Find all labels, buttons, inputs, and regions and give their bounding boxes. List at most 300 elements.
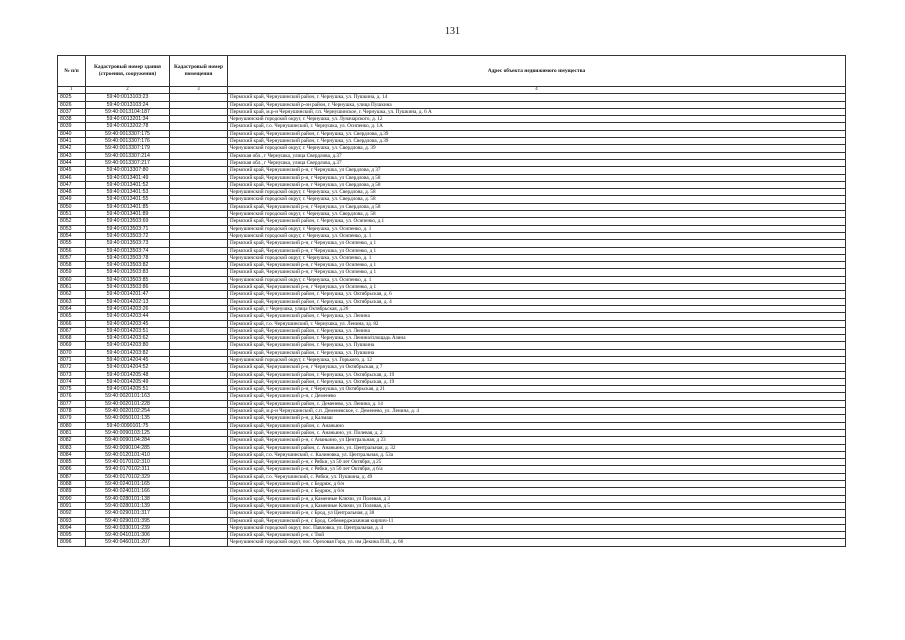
row-number-cell: 8082 [58, 437, 86, 444]
table-row [58, 247, 846, 254]
row-number-cell: 8037 [58, 108, 86, 115]
cadastral-number-cell: 59:40:0460101:207 [86, 539, 170, 546]
row-number-cell: 8086 [58, 466, 86, 473]
header-address: Адрес объекта недвижимого имущества [228, 56, 846, 87]
row-number-cell: 8072 [58, 364, 86, 371]
row-number-cell: 8092 [58, 510, 86, 517]
table-row [58, 451, 846, 458]
row-number-cell: 8025 [58, 94, 86, 101]
address-cell: Пермский край, Чернушинский район, г. Чернушка, ул. Октябрьская, д. 19 [228, 371, 846, 378]
room-number-cell [170, 262, 228, 269]
table-row [58, 473, 846, 480]
address-cell: Пермский край, Чернушинский район, г. Чернушка, ул. Ленина/площадь Азина [228, 335, 846, 342]
address-cell: Пермский край, м.р-н Чернушинский, с.п. Деменевское, с. Деменево, ул. Ленина, д. 4 [228, 408, 846, 415]
table-row [58, 159, 846, 166]
address-cell: Чернушинский городской округ, пос. Павловка, ул. Центральная, д. 4 [228, 524, 846, 531]
table-body [58, 94, 846, 546]
table-row [58, 393, 846, 400]
cadastral-number-cell: 59:40:0013503:82 [86, 262, 170, 269]
address-cell: Пермский край, Чернушинский р-н, с Брод, ул Центральная, д 38 [228, 510, 846, 517]
row-number-cell: 8066 [58, 320, 86, 327]
address-cell: Чернушинский городской округ, г. Чернушка, ул. Луначарского, д. 12 [228, 116, 846, 123]
address-cell: Пермский край, г Чернушка, улица Октябрьская, д.26 [228, 305, 846, 312]
room-number-cell [170, 218, 228, 225]
table-row [58, 437, 846, 444]
row-number-cell: 8049 [58, 196, 86, 203]
table-row [58, 203, 846, 210]
table-row [58, 510, 846, 517]
table-row [58, 211, 846, 218]
table-row [58, 364, 846, 371]
row-number-cell: 8075 [58, 386, 86, 393]
row-number-cell: 8055 [58, 240, 86, 247]
table-row [58, 284, 846, 291]
cadastral-number-cell: 59:40:0013103:23 [86, 94, 170, 101]
room-number-cell [170, 408, 228, 415]
address-cell: Пермский край, Чернушинский р-н, с Брод, Себемерджазачная кирпич-11 [228, 517, 846, 524]
address-cell: Пермский край, г.о. Чернушинский, с. Калиновка, ул. Центральная, д. 53а [228, 451, 846, 458]
table-row [58, 408, 846, 415]
cadastral-number-cell: 59:40:0014203:44 [86, 313, 170, 320]
room-number-cell [170, 196, 228, 203]
address-cell: Пермский край, Чернушинский р-он район, г. Чернушка, улица Пушкина [228, 101, 846, 108]
column-number: 4 [228, 87, 846, 94]
table-row [58, 262, 846, 269]
cadastral-number-cell: 59:40:0013503:85 [86, 276, 170, 283]
room-number-cell [170, 189, 228, 196]
row-number-cell: 8070 [58, 349, 86, 356]
row-number-cell: 8058 [58, 262, 86, 269]
cadastral-number-cell: 59:40:0170102:311 [86, 466, 170, 473]
address-cell: Чернушинский городской округ, г. Чернушка, ул. Свердлова, д. 58 [228, 189, 846, 196]
cadastral-number-cell: 59:40:0014203:51 [86, 327, 170, 334]
table-row [58, 189, 846, 196]
room-number-cell [170, 145, 228, 152]
row-number-cell: 8068 [58, 335, 86, 342]
table-row [58, 269, 846, 276]
room-number-cell [170, 393, 228, 400]
cadastral-number-cell: 59:40:0013104:187 [86, 108, 170, 115]
cadastral-number-cell: 59:40:0090101:75 [86, 422, 170, 429]
row-number-cell: 8096 [58, 539, 86, 546]
room-number-cell [170, 101, 228, 108]
cadastral-number-cell: 59:40:0240101:166 [86, 488, 170, 495]
column-number-row [58, 87, 846, 94]
cadastral-number-cell: 59:40:0020102:254 [86, 408, 170, 415]
room-number-cell [170, 276, 228, 283]
cadastral-number-cell: 59:40:0014204:45 [86, 356, 170, 363]
cadastral-number-cell: 59:40:0014203:45 [86, 320, 170, 327]
room-number-cell [170, 298, 228, 305]
row-number-cell: 8065 [58, 313, 86, 320]
room-number-cell [170, 240, 228, 247]
cadastral-number-cell: 59:40:0090104:284 [86, 437, 170, 444]
row-number-cell: 8063 [58, 298, 86, 305]
room-number-cell [170, 247, 228, 254]
table-row [58, 378, 846, 385]
address-cell: Чернушинский городской округ, г. Чернушка, ул. Осипенко, д. 1 [228, 254, 846, 261]
room-number-cell [170, 305, 228, 312]
row-number-cell: 8045 [58, 167, 86, 174]
cadastral-number-cell: 59:40:0013401:85 [86, 203, 170, 210]
address-cell: Пермский край, Чернушинский район, г. Чернушка, ул. Пушкина [228, 342, 846, 349]
address-cell: Пермский край, Чернушинский район, с. Ананьино, ул. Полевая, д. 2 [228, 429, 846, 436]
room-number-cell [170, 94, 228, 101]
address-cell: Пермский край, Чернушинский р-н, с Ананьино, ул Центральная, д 23 [228, 437, 846, 444]
row-number-cell: 8056 [58, 247, 86, 254]
room-number-cell [170, 459, 228, 466]
table-row [58, 218, 846, 225]
row-number-cell: 8094 [58, 524, 86, 531]
table-row [58, 488, 846, 495]
column-number: 3 [170, 87, 228, 94]
table-row [58, 422, 846, 429]
row-number-cell: 8061 [58, 284, 86, 291]
row-number-cell: 8057 [58, 254, 86, 261]
room-number-cell [170, 422, 228, 429]
room-number-cell [170, 517, 228, 524]
table-row [58, 335, 846, 342]
row-number-cell: 8095 [58, 532, 86, 539]
cadastral-number-cell: 59:40:0013307:80 [86, 167, 170, 174]
address-cell: Пермский край, Чернушинский район, г. Чернушка, ул. Пушкина, д. 14 [228, 94, 846, 101]
room-number-cell [170, 386, 228, 393]
address-cell: Пермский край, Чернушинский р-н, д Калмаш [228, 415, 846, 422]
table-row [58, 429, 846, 436]
room-number-cell [170, 415, 228, 422]
row-number-cell: 8071 [58, 356, 86, 363]
address-cell: Пермский край, Чернушинский р-н, г Чернушка, ул Осипенко, д 1 [228, 262, 846, 269]
cadastral-number-cell: 59:40:0014204:52 [86, 364, 170, 371]
cadastral-number-cell: 59:40:0170102:329 [86, 473, 170, 480]
address-cell: Пермский край, г.о. Чернушинский, г. Чернушка, ул. Осипенко, д. 1А [228, 123, 846, 130]
address-cell: Пермский край, Чернушинский р-н, с Рябки, ул 50 лет Октября, д 6/а [228, 466, 846, 473]
table-row [58, 444, 846, 451]
table-row [58, 349, 846, 356]
row-number-cell: 8041 [58, 138, 86, 145]
cadastral-number-cell: 59:40:0013503:72 [86, 232, 170, 239]
room-number-cell [170, 371, 228, 378]
table-row [58, 400, 846, 407]
room-number-cell [170, 495, 228, 502]
page-number: 131 [445, 26, 460, 37]
address-cell: Пермский край, Чернушинский р-н, г Чернушка, ул Осипенко, д 1 [228, 284, 846, 291]
room-number-cell [170, 437, 228, 444]
address-cell: Пермский край, Чернушинский р-н, д Каменные Ключи, ул Полевая, д 5 [228, 502, 846, 509]
address-cell: Пермский край, Чернушинский р-н, д Каменные Ключи, ул Полевая, д 3 [228, 495, 846, 502]
table-row [58, 524, 846, 531]
table-row [58, 225, 846, 232]
row-number-cell: 8054 [58, 232, 86, 239]
room-number-cell [170, 466, 228, 473]
room-number-cell [170, 211, 228, 218]
cadastral-number-cell: 59:40:0013401:55 [86, 196, 170, 203]
address-cell: Пермский край, Чернушинский район, г. Чернушка, ул. Октябрьская, д. 6 [228, 291, 846, 298]
header-row [58, 56, 846, 87]
room-number-cell [170, 123, 228, 130]
room-number-cell [170, 539, 228, 546]
cadastral-number-cell: 59:40:0013307:175 [86, 130, 170, 137]
table-row [58, 94, 846, 101]
row-number-cell: 8089 [58, 488, 86, 495]
table-row [58, 174, 846, 181]
room-number-cell [170, 481, 228, 488]
room-number-cell [170, 284, 228, 291]
row-number-cell: 8039 [58, 123, 86, 130]
address-cell: Пермский край, Чернушинский район, г. Чернушка, ул. Октябрьская, д. 4 [228, 298, 846, 305]
room-number-cell [170, 400, 228, 407]
table-row [58, 138, 846, 145]
address-cell: Чернушинский городской округ, г. Чернушка, ул. Свердлова, д. 58 [228, 196, 846, 203]
cadastral-number-cell: 59:40:0014205:48 [86, 371, 170, 378]
row-number-cell: 8090 [58, 495, 86, 502]
row-number-cell: 8051 [58, 211, 86, 218]
room-number-cell [170, 444, 228, 451]
row-number-cell: 8084 [58, 451, 86, 458]
address-cell: Чернушинский городской округ, пос. Ореховая Гора, ул. им Декина П.И., д. 66 [228, 539, 846, 546]
address-cell: Пермский край, Чернушинский р-н, с Деменево [228, 393, 846, 400]
room-number-cell [170, 524, 228, 531]
cadastral-number-cell: 59:40:0170102:310 [86, 459, 170, 466]
cadastral-number-cell: 59:40:0014203:82 [86, 349, 170, 356]
table-row [58, 313, 846, 320]
cadastral-number-cell: 59:40:0013202:78 [86, 123, 170, 130]
address-cell: Чернушинский городской округ, г. Чернушка, ул. Свердлова, д. 39 [228, 145, 846, 152]
cadastral-number-cell: 59:40:0013307:217 [86, 159, 170, 166]
address-cell: Чернушинский городской округ, г. Чернушка, ул. Осипенко, д. 1 [228, 225, 846, 232]
table-row [58, 123, 846, 130]
room-number-cell [170, 356, 228, 363]
table-row [58, 254, 846, 261]
row-number-cell: 8048 [58, 189, 86, 196]
room-number-cell [170, 174, 228, 181]
room-number-cell [170, 152, 228, 159]
header-room: Кадастровый номер помещения [170, 56, 228, 87]
cadastral-number-cell: 59:40:0013307:176 [86, 138, 170, 145]
row-number-cell: 8043 [58, 152, 86, 159]
table-row [58, 356, 846, 363]
room-number-cell [170, 335, 228, 342]
room-number-cell [170, 488, 228, 495]
room-number-cell [170, 108, 228, 115]
address-cell: Пермский край, Чернушинский район, г. Чернушка, ул. Ленина [228, 327, 846, 334]
cadastral-number-cell: 59:40:0014205:51 [86, 386, 170, 393]
address-cell: Пермский край, Чернушинский район, с. Деменево, ул. Ленина, д. 14 [228, 400, 846, 407]
address-cell: Пермский край, м.р-н Чернушинский, г.п. Чернушинское, г. Чернушка, ул. Пушкина, д. 6 А [228, 108, 846, 115]
row-number-cell: 8073 [58, 371, 86, 378]
room-number-cell [170, 349, 228, 356]
cadastral-number-cell: 59:40:0013503:71 [86, 225, 170, 232]
address-cell: Пермский край, Чернушинский район, г. Чернушка, ул. Пушкина [228, 349, 846, 356]
address-cell: Пермский край, Чернушинский р-н, с Тюй [228, 532, 846, 539]
row-number-cell: 8064 [58, 305, 86, 312]
address-cell: Пермский край, Чернушинский р-н, г Чернушка, ул Осипенко, д 1 [228, 240, 846, 247]
cadastral-number-cell: 59:40:0050101:135 [86, 415, 170, 422]
row-number-cell: 8080 [58, 422, 86, 429]
table-row [58, 152, 846, 159]
row-number-cell: 8081 [58, 429, 86, 436]
table-row [58, 116, 846, 123]
cadastral-number-cell: 59:40:0013401:89 [86, 211, 170, 218]
table-row [58, 371, 846, 378]
room-number-cell [170, 116, 228, 123]
cadastral-number-cell: 59:40:0013503:86 [86, 284, 170, 291]
address-cell: Пермский край, г.о. Чернушинский, с. Рябки, ул. Пушкина, д. 49 [228, 473, 846, 480]
table-row [58, 101, 846, 108]
table-row [58, 232, 846, 239]
cadastral-number-cell: 59:40:0013401:52 [86, 181, 170, 188]
address-cell: Пермский край, Чернушинский р-н, с Бедряж, д 6/н [228, 488, 846, 495]
table-row [58, 305, 846, 312]
room-number-cell [170, 203, 228, 210]
row-number-cell: 8059 [58, 269, 86, 276]
cadastral-number-cell: 59:40:0013503:74 [86, 247, 170, 254]
table-row [58, 108, 846, 115]
cadastral-number-cell: 59:40:0280101:139 [86, 502, 170, 509]
table-row [58, 276, 846, 283]
room-number-cell [170, 320, 228, 327]
address-cell: Пермский край, Чернушинский р-н, г Чернушка, ул Октябрьская, д 21 [228, 386, 846, 393]
cadastral-number-cell: 59:40:0014203:80 [86, 342, 170, 349]
cadastral-number-cell: 59:40:0290101:317 [86, 510, 170, 517]
room-number-cell [170, 451, 228, 458]
table-row [58, 481, 846, 488]
cadastral-number-cell: 59:40:0013503:78 [86, 254, 170, 261]
address-cell: Пермский край, Чернушинский р-н, г Чернушка, ул Свердлова, д 58 [228, 181, 846, 188]
address-cell: Пермский край, г.о. Чернушинский, г. Чернушка, ул. Ленина, зд. 82 [228, 320, 846, 327]
address-cell: Пермский край, Чернушинский р-н, г Чернушка, ул Свердлова, д 37 [228, 167, 846, 174]
room-number-cell [170, 130, 228, 137]
table-row [58, 240, 846, 247]
room-number-cell [170, 313, 228, 320]
table-row [58, 539, 846, 546]
cadastral-number-cell: 59:40:0013401:49 [86, 174, 170, 181]
row-number-cell: 8083 [58, 444, 86, 451]
row-number-cell: 8087 [58, 473, 86, 480]
address-cell: Пермский край, Чернушинский р-н, с Бедряж, д 6/н [228, 481, 846, 488]
cadastral-number-cell: 59:40:0090104:285 [86, 444, 170, 451]
address-cell: Пермский край, Чернушинский район, г. Чернушка, ул. Ленина [228, 313, 846, 320]
header-num: № п/п [58, 56, 86, 87]
table-row [58, 298, 846, 305]
cadastral-number-cell: 59:40:0240101:165 [86, 481, 170, 488]
room-number-cell [170, 181, 228, 188]
room-number-cell [170, 378, 228, 385]
table-row [58, 320, 846, 327]
address-cell: Чернушинский городской округ, г. Чернушка, ул. Осипенко, д. 1 [228, 232, 846, 239]
cadastral-number-cell: 59:40:0120101:410 [86, 451, 170, 458]
address-cell: Чернушинский городской округ, г. Чернушка, ул. Осипенко, д. 1 [228, 276, 846, 283]
table-row [58, 167, 846, 174]
column-number: 1 [58, 87, 86, 94]
cadastral-number-cell: 59:40:0090103:125 [86, 429, 170, 436]
address-cell: Пермский край, Чернушинский р-н, г Чернушка, ул Свердлова, д 58 [228, 174, 846, 181]
row-number-cell: 8040 [58, 130, 86, 137]
room-number-cell [170, 269, 228, 276]
table-row [58, 291, 846, 298]
cadastral-number-cell: 59:40:0020101:163 [86, 393, 170, 400]
table-row [58, 145, 846, 152]
cadastral-number-cell: 59:40:0330101:239 [86, 524, 170, 531]
table-row [58, 517, 846, 524]
table-row [58, 466, 846, 473]
address-cell: Пермский край, Чернушинский р-н, с Рябки, ул 50 лет Октября, д 25 [228, 459, 846, 466]
room-number-cell [170, 364, 228, 371]
table-row [58, 386, 846, 393]
cadastral-number-cell: 59:40:0014202:13 [86, 298, 170, 305]
row-number-cell: 8074 [58, 378, 86, 385]
address-cell: Пермский край, Чернушинский р-н, г Чернушка, ул Свердлова, д 58 [228, 203, 846, 210]
cadastral-number-cell: 59:40:0013401:53 [86, 189, 170, 196]
row-number-cell: 8078 [58, 408, 86, 415]
address-cell: Пермский край, Чернушинский район, с. Ананьино, ул. Центральная, д. 32 [228, 444, 846, 451]
room-number-cell [170, 232, 228, 239]
room-number-cell [170, 327, 228, 334]
row-number-cell: 8076 [58, 393, 86, 400]
room-number-cell [170, 532, 228, 539]
cadastral-number-cell: 59:40:0014201:47 [86, 291, 170, 298]
room-number-cell [170, 342, 228, 349]
address-cell: Пермский край, Чернушинский р-н, г Чернушка, ул Октябрьская, д 7 [228, 364, 846, 371]
address-cell: Пермский край, Чернушинский район, с. Ананьино [228, 422, 846, 429]
address-cell: Пермский край, Чернушинский район, г. Чернушка, ул. Свердлова, д.39 [228, 130, 846, 137]
cadastral-number-cell: 59:40:0013503:73 [86, 240, 170, 247]
address-cell: Чернушинский городской округ, г. Чернушка, ул. Свердлова, д. 58 [228, 211, 846, 218]
row-number-cell: 8026 [58, 101, 86, 108]
row-number-cell: 8052 [58, 218, 86, 225]
room-number-cell [170, 429, 228, 436]
row-number-cell: 8077 [58, 400, 86, 407]
address-cell: Пермская обл., г Чернушка, улица Свердлова, д.37 [228, 152, 846, 159]
cadastral-number-cell: 59:40:0020101:228 [86, 400, 170, 407]
row-number-cell: 8047 [58, 181, 86, 188]
row-number-cell: 8053 [58, 225, 86, 232]
column-number: 2 [86, 87, 170, 94]
table-row [58, 342, 846, 349]
row-number-cell: 8069 [58, 342, 86, 349]
table-row [58, 327, 846, 334]
row-number-cell: 8079 [58, 415, 86, 422]
cadastral-number-cell: 59:40:0410101:306 [86, 532, 170, 539]
room-number-cell [170, 510, 228, 517]
row-number-cell: 8044 [58, 159, 86, 166]
row-number-cell: 8042 [58, 145, 86, 152]
table-row [58, 415, 846, 422]
cadastral-number-cell: 59:40:0014205:49 [86, 378, 170, 385]
address-cell: Пермская обл., г Чернушка, улица Свердлова, д.37 [228, 159, 846, 166]
row-number-cell: 8088 [58, 481, 86, 488]
row-number-cell: 8038 [58, 116, 86, 123]
table-row [58, 181, 846, 188]
cadastral-number-cell: 59:40:0013503:69 [86, 218, 170, 225]
address-cell: Пермский край, Чернушинский район, г. Чернушка, ул. Свердлова, д.39 [228, 138, 846, 145]
room-number-cell [170, 138, 228, 145]
table-row [58, 532, 846, 539]
room-number-cell [170, 502, 228, 509]
address-cell: Пермский край, Чернушинский р-н, г Чернушка, ул Осипенко, д 1 [228, 247, 846, 254]
cadastral-number-cell: 59:40:0280101:138 [86, 495, 170, 502]
cadastral-number-cell: 59:40:0013307:214 [86, 152, 170, 159]
cadastral-number-cell: 59:40:0014203:26 [86, 305, 170, 312]
cadastral-number-cell: 59:40:0013103:24 [86, 101, 170, 108]
header-cadastral: Кадастровый номер здания (строения, сооружения) [86, 56, 170, 87]
table-row [58, 196, 846, 203]
cadastral-number-cell: 59:40:0014203:62 [86, 335, 170, 342]
cadastral-number-cell: 59:40:0013307:179 [86, 145, 170, 152]
room-number-cell [170, 159, 228, 166]
table-row [58, 495, 846, 502]
address-cell: Пермский край, Чернушинский район, г. Чернушка, ул. Октябрьская, д. 19 [228, 378, 846, 385]
